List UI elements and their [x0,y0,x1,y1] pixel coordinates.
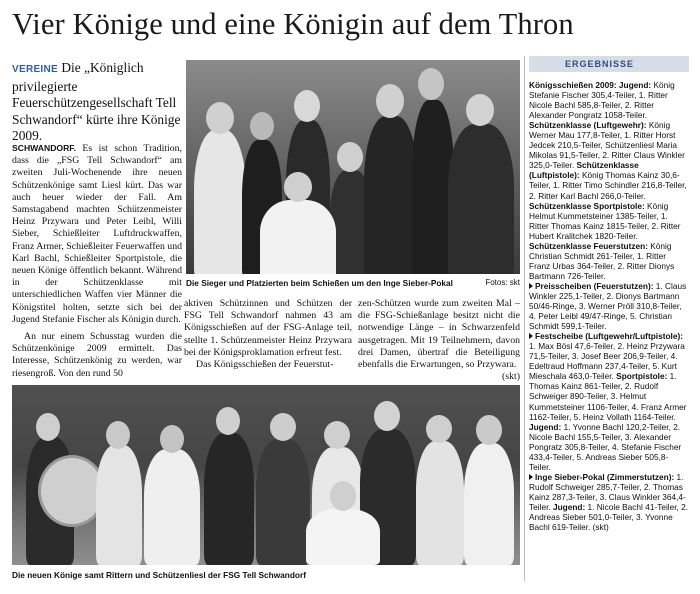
article-column-2 [184,298,352,371]
result-text: 1. Rudolf Schweiger 285,7-Teiler, 2. Thomas Kainz 287,3-Teiler, 3. Claus Winkler 364,4-Teiler. [529,471,686,512]
headline: Vier Könige und eine Königin auf dem Thron [12,7,574,41]
lead-text: Die „Königlich privilegierte Feuerschützengesellschaft Tell Schwandorf“ kürte ihre Könige 2009. [12,60,181,143]
result-category: Preisscheiben (Feuerstutzen): [535,280,654,291]
result-text: König Stefanie Fischer 305,4-Teiler, 1. Ritter Nicole Bachl 585,8-Teiler, 2. Ritter Alexander Pongratz 1058-Teiler. [529,80,675,121]
kicker: VEREINE [12,64,59,75]
kings-photo [12,385,520,565]
result-category: Sportpistole: [616,371,668,382]
article-column-1 [12,142,182,380]
result-text: 1. Nicole Bachl 41-Teiler, 2. Andreas Sieber 501,0-Teiler, 3. Yvonne Bachl 619-Teiler. (skt) [529,501,689,533]
result-text: 1. Yvonne Bachl 120,2-Teiler, 2. Nicole Bachl 155,5-Teiler, 3. Alexander Pongratz 305,8-Teiler, 4. Stefanie Fischer 433,4-Teiler, 5. Andreas Sieber 505,8-Teiler. [529,421,682,472]
result-text: König Helmut Kummetsteiner 1385-Teiler, 1. Ritter Thomas Kainz 1815-Teiler, 2. Ritter Hubert Kralitchek 1820-Teiler. [529,200,681,241]
result-category: Schützenklasse Feuerstutzen: [529,240,648,251]
winners-photo [186,60,520,274]
photo-credit: Fotos: skt [485,278,520,287]
result-text: König Werner Mau 177,8-Teiler, 1. Ritter Horst Jedcek 210,5-Teiler, Schützenliesl Maria Mikolas 91,5-Teiler, 2. Ritter Claus Winkler 325,0-Teiler. [529,120,685,171]
results-paragraph [529,331,689,472]
result-category: Schützenklasse (Luftgewehr): [529,120,647,131]
bullet-icon [529,333,533,339]
result-category: Jugend: [529,421,562,432]
caption-text: Die Sieger und Platzierten beim Schießen um den Inge Sieber-Pokal [186,278,453,288]
results-paragraph [529,281,689,331]
result-text: 1. Max Bösl 47,6-Teiler, 2. Heinz Przywara 71,5-Teiler, 3. Josef Beer 206,9-Teiler, 4. Edeltraud Hoffmann 237,4-Teiler, 5. Kurt Mieschala 463,0-Teiler. [529,341,685,382]
bullet-icon [529,474,533,480]
results-list [529,80,689,532]
article-text: Es ist schon Tradition, dass die „FSG Tell Schwandorf“ am zweiten Juli-Wochenende ihre neuen Schützenkönige samt Liesl kürt. Das war auch heuer wieder der Fall. Am Samstagabend machten Schützenmeister Heinz Przywara und Peter Leibl, Willi Sieber, Schießleiter Luftdruckwaffen, Franz Armer, Schießleiter Feuerwaffen und Karl Bachl, Schießleiter Sportpistole, die neuen Könige öffentlich bekannt. Während in der Schützenklasse mit unterschiedlichen Waffen vier Männer die Königstitel holten, setzte sich bei der Jugend Stefanie Fischer als Königin durch. [12,143,182,325]
result-text: König Thomas Kainz 30,6-Teiler, 1. Ritter Timo Schindler 216,8-Teiler, 2. Ritter Karl Bachl 266,0-Teiler. [529,170,687,201]
bullet-icon [529,283,533,289]
result-category: Schützenklasse (Luftpistole): [529,160,639,181]
article-paragraph-1 [12,142,182,326]
result-text: 1. Thomas Kainz 861-Teiler, 2. Rudolf Schweiger 890-Teiler, 3. Helmut Kummetsteiner 1106-Teiler, 4. Franz Armer 1162-Teiler, 5. Heinz Vollath 1164-Teiler. [529,371,687,422]
article-paragraph-5: zen-Schützen wurde zum zweiten Mal – die FSG-Schießanlage besitzt nicht die notwendige Länge – in Schwarzenfeld ausgetragen. Mit 19 Teilnehmern, davon drei Damen, übertraf die Beteiligung ebenfalls die Erwartungen, so Przywara. [358,298,520,371]
results-paragraph [529,472,689,532]
article-paragraph-2: An nur einem Schusstag wurden die Schützenkönige 2009 ermittelt. Das Interesse, Schützenkönig zu werden, war riesengroß. Von den rund 50 [12,331,182,379]
article-column-3 [358,298,520,383]
result-category: Inge Sieber-Pokal (Zimmerstutzen): [535,471,675,482]
results-paragraph [529,80,689,281]
lead-paragraph [12,60,182,145]
result-text: König Christian Schmidt 261-Teiler, 1. Ritter Franz Urbas 364-Teiler, 2. Ritter Dionys Bartmann 726-Teiler. [529,240,675,281]
article-paragraph-4: Das Königsschießen der Feuerstut- [196,359,334,371]
result-category: Festscheibe (Luftgewehr/Luftpistole): [535,331,683,342]
result-text: 1. Claus Winkler 225,1-Teiler, 2. Dionys Bartmann 50/46-Ringe, 3. Werner Pröll 310,8-Teiler, 4. Peter Leibl 49/47-Ringe, 5. Christian Schmidt 599,1-Teiler. [529,280,687,332]
result-category: Jugend: [552,501,586,512]
result-category: Schützenklasse Sportpistole: [529,200,645,211]
results-heading: ERGEBNISSE [529,56,689,72]
column-divider [524,56,525,581]
dateline: SCHWANDORF. [12,143,76,153]
winners-photo-caption [186,278,520,288]
result-category: Königsschießen 2009: Jugend: [529,80,652,90]
kings-photo-caption: Die neuen Könige samt Rittern und Schützenliesl der FSG Tell Schwandorf [12,570,306,580]
article-paragraph-3: aktiven Schützinnen und Schützen der FSG Tell Schwandorf nahmen 43 am Königsschießen auf der FSG-Anlage teil, stellte 1. Schützenmeister Heinz Przywara bei der Königsproklamation erfreut fest. [184,298,352,358]
article-signature: (skt) [502,371,520,383]
